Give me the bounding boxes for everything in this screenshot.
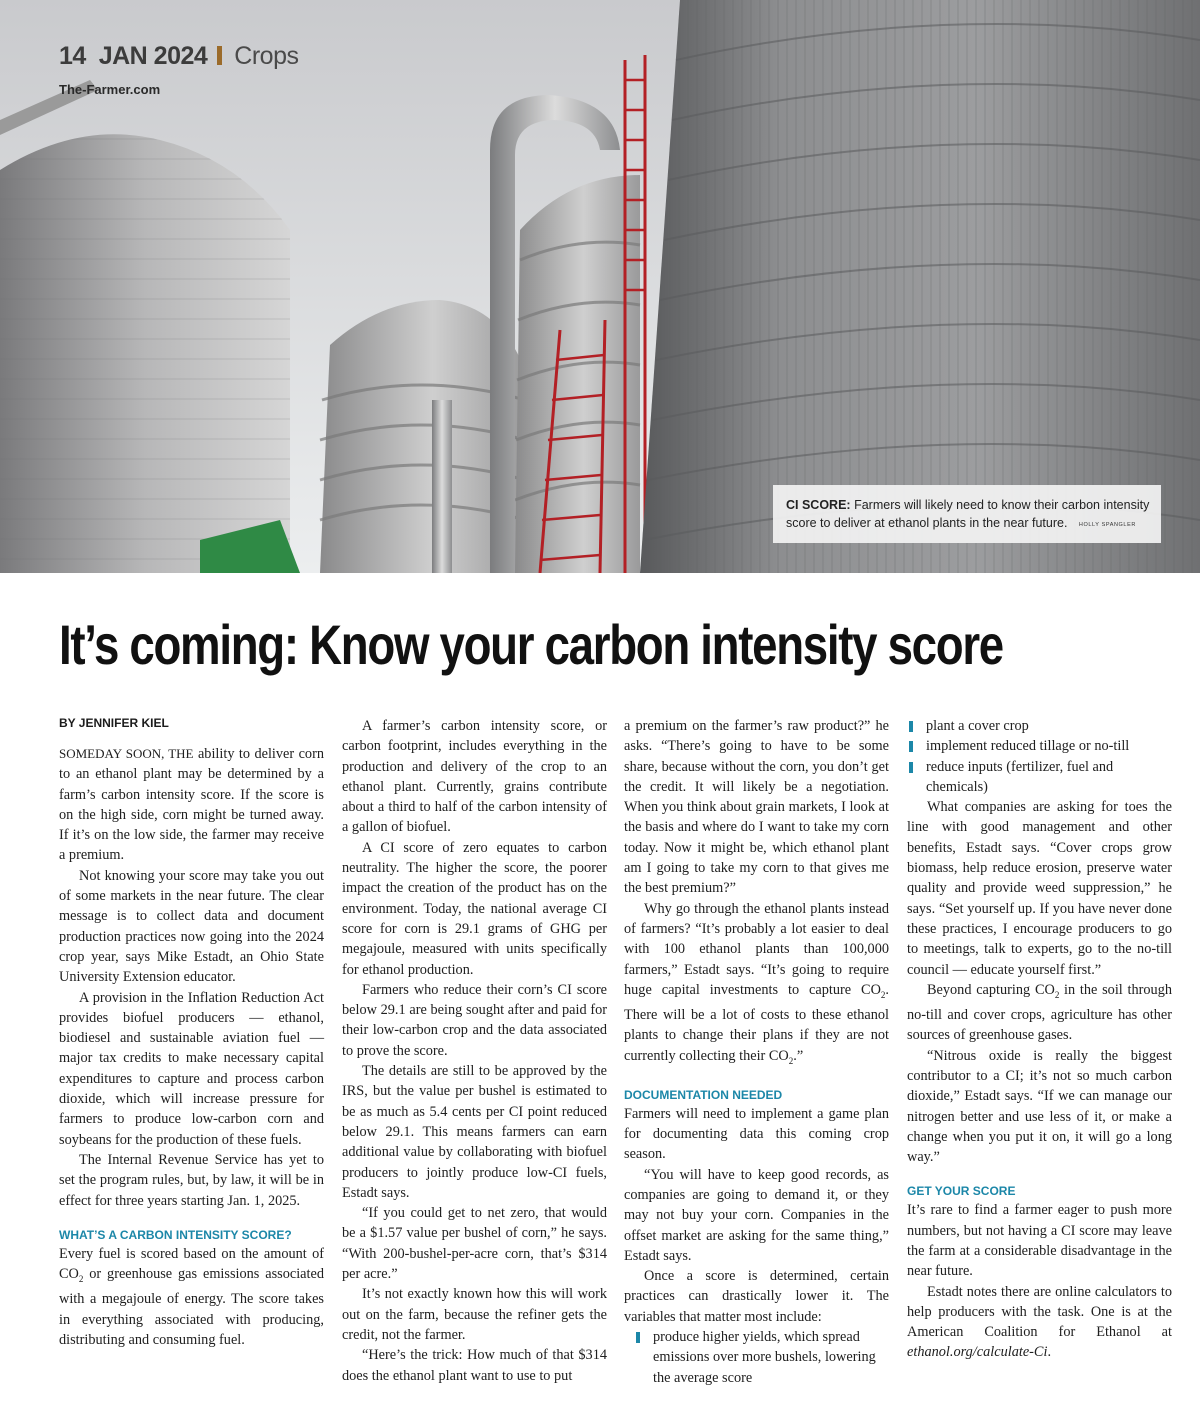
practices-list bbox=[624, 1327, 889, 1388]
article-column-1 bbox=[59, 716, 324, 1350]
headline: It’s coming: Know your carbon intensity score bbox=[59, 613, 1003, 676]
section-name: Crops bbox=[234, 42, 299, 70]
lead-in: SOMEDAY SOON, THE bbox=[59, 746, 194, 761]
paragraph: A provision in the Inflation Reduction Act provides biofuel producers — ethanol, biodiesel and sustainable aviation fuel — major tax credits to make necessary capital expenditures to capture and process carbon dioxide, which will increase pressure for farmers to produce low-carbon corn and soybeans for the production of these fuels. bbox=[59, 989, 324, 1148]
paragraph: Why go through the ethanol plants instead of farmers? “It’s probably a lot easier to deal with 100 ethanol plants than 100,000 farmers,” Estadt says. “It’s going to require huge capital investments to capture $CO_2$. There will be a lot of costs to these ethanol plants to change their plans if they are not currently collecting their $CO_2$.” bbox=[624, 900, 889, 1066]
paragraph: Farmers will need to implement a game plan for documenting data this coming crop season. bbox=[624, 1105, 889, 1163]
paragraph: It’s not exactly known how this will work out on the farm, because the refiner gets the credit, not the farmer. bbox=[342, 1286, 607, 1343]
paragraph: A CI score of zero equates to carbon neutrality. The higher the score, the poorer impact the creation of the product has on the environment. Today, the national average CI score for corn is 29.1 grams of GHG per megajoule, measured with units specifically for ethanol production. bbox=[342, 839, 607, 978]
list-item: produce higher yields, which spread emissions over more bushels, lowering the average score bbox=[634, 1327, 889, 1388]
page-number: 14 bbox=[59, 42, 86, 70]
article-column-2 bbox=[342, 716, 607, 1386]
list-item: plant a cover crop bbox=[907, 716, 1172, 736]
list-item: reduce inputs (fertilizer, fuel and chemicals) bbox=[907, 757, 1172, 798]
practices-list-continued bbox=[907, 716, 1172, 797]
caption-label: CI SCORE: bbox=[786, 498, 851, 512]
subhead-carbon-intensity: WHAT’S A CARBON INTENSITY SCORE? bbox=[59, 1227, 292, 1242]
paragraph: The Internal Revenue Service has yet to set the program rules, but, by law, it will be in effect for three years starting Jan. 1, 2025. bbox=[59, 1151, 324, 1209]
paragraph: Beyond capturing $CO_2$ in the soil through no-till and cover crops, agriculture has other sources of greenhouse gases. bbox=[907, 981, 1172, 1044]
photo-credit: HOLLY SPANGLER bbox=[1078, 522, 1136, 528]
paragraph: “Here’s the trick: How much of that $314 does the ethanol plant want to use to put bbox=[342, 1347, 607, 1384]
issue-date: JAN 2024 bbox=[98, 42, 208, 70]
paragraph: Once a score is determined, certain practices can drastically lower it. The variables that matter most include: bbox=[624, 1268, 889, 1325]
paragraph: “If you could get to net zero, that would be a $1.57 value per bushel of corn,” he says. “With 200-bushel-per-acre corn, that’s $314 per acre.” bbox=[342, 1205, 607, 1283]
list-item: implement reduced tillage or no-till bbox=[907, 736, 1172, 756]
paragraph: It’s rare to find a farmer eager to push more numbers, but not having a CI score may leave the farm at a considerable disadvantage in the near future. bbox=[907, 1202, 1172, 1280]
paragraph: A farmer’s carbon intensity score, or carbon footprint, includes everything in the production and delivery of the crop to an ethanol plant. Currently, grains contribute about a third to half of the carbon intensity of a gallon of biofuel. bbox=[342, 718, 607, 836]
article-column-3 bbox=[624, 716, 889, 1388]
paragraph: What companies are asking for toes the line with good management and other benefits, Estadt says. “Cover crops grow biomass, help reduce erosion, preserve water quality and provide weed suppression,” he says. “Set yourself up. If you have never done these practices, I encourage producers to go to meetings, talk to experts, go to the no-till council — educate yourself first.” bbox=[907, 799, 1172, 978]
calculator-url[interactable]: ethanol.org/calculate-Ci bbox=[907, 1344, 1048, 1361]
caption-text: Farmers will likely need to know their carbon intensity score to deliver at ethanol plants in the near future. bbox=[786, 498, 1150, 530]
lead-paragraph: SOMEDAY SOON, THE ability to deliver corn to an ethanol plant may be determined by a farm’s carbon intensity score. If the score is on the high side, corn might be turned away. If it’s on the low side, the farmer may receive a premium. bbox=[59, 746, 324, 864]
byline: BY JENNIFER KIEL bbox=[59, 716, 169, 730]
paragraph-continued: a premium on the farmer’s raw product?” he asks. “There’s going to have to be some share, because without the corn, you don’t get the credit. It will likely be a negotiation. When you think about grain markets, I look at the basis and where do I want to take my corn today. Now it might be, which ethanol plant am I going to take my corn to that gives me the best premium?” bbox=[624, 718, 889, 897]
photo-caption bbox=[773, 485, 1161, 543]
paragraph: Every fuel is scored based on the amount of $CO_2$ or greenhouse gas emissions associated with a megajoule of energy. The score takes in everything associated with producing, distributing and consuming fuel. bbox=[59, 1245, 324, 1348]
paragraph: Estadt notes there are online calculators to help producers with the task. One is at the American Coalition for Ethanol at ethanol.org/calculate-Ci. bbox=[907, 1283, 1172, 1361]
subhead-documentation: DOCUMENTATION NEEDED bbox=[624, 1087, 783, 1102]
paragraph: Not knowing your score may take you out of some markets in the near future. The clear message is to collect data and document production practices now going into the 2024 crop year, says Mike Estadt, an Ohio State University Extension educator. bbox=[59, 867, 324, 986]
paragraph: The details are still to be approved by the IRS, but the value per bushel is estimated to be as much as 5.4 cents per CI point reduced below 29.1. This means farmers can earn additional value by collaborating with biofuel producers to jointly produce low-CI fuels, Estadt says. bbox=[342, 1063, 607, 1201]
site-name: The-Farmer.com bbox=[59, 82, 161, 97]
paragraph: “Nitrous oxide is really the biggest contributor to a CI; it’s not so much carbon dioxide,” Estadt says. “If we can manage our nitrogen better and use less of it, or make a change when you put it on, it will go a long way.” bbox=[907, 1047, 1172, 1166]
paragraph: Farmers who reduce their corn’s CI score below 29.1 are being sought after and paid for their low-carbon crop and the data associated to prove the score. bbox=[342, 981, 607, 1059]
article-column-4 bbox=[907, 716, 1172, 1363]
subhead-get-score: GET YOUR SCORE bbox=[907, 1184, 1016, 1199]
page-folio bbox=[59, 44, 298, 69]
paragraph: “You will have to keep good records, as companies are going to demand it, or they may not buy your corn. Companies in the offset market are asking for the same thing,” Estadt says. bbox=[624, 1166, 889, 1264]
folio-divider bbox=[217, 46, 222, 65]
